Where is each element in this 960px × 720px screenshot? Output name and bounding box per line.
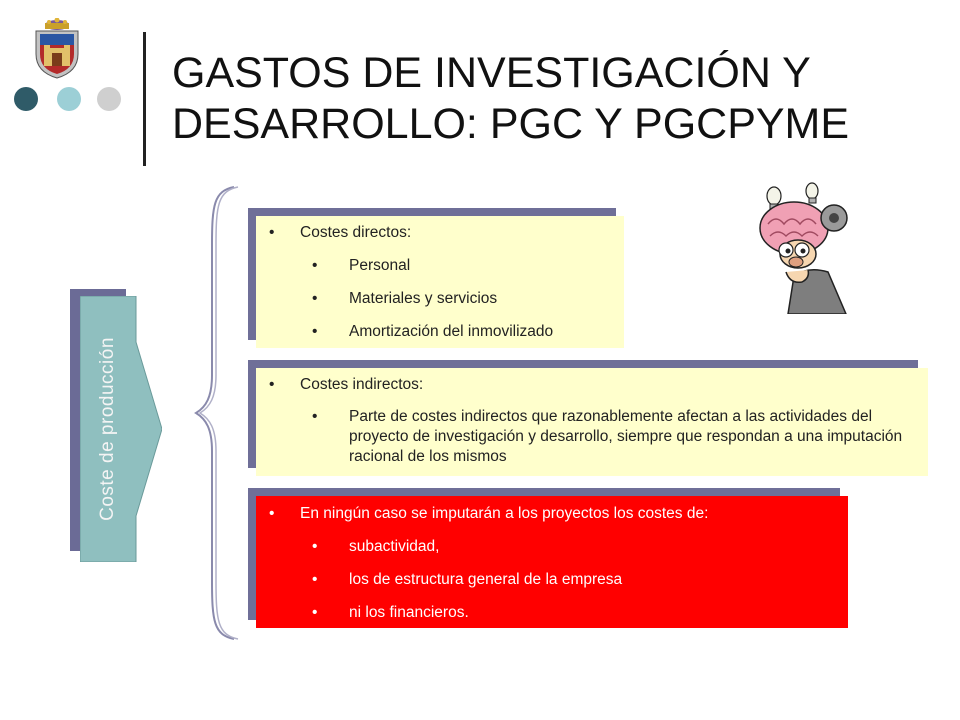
direct-cost-item: • Amortización del inmovilizado bbox=[256, 322, 624, 342]
excluded-costs-box bbox=[256, 496, 848, 628]
direct-costs-heading: • Costes directos: bbox=[256, 223, 624, 243]
decorative-dot-dark bbox=[14, 87, 38, 111]
indirect-cost-item: • Parte de costes indirectos que razonablemente afectan a las actividades del proyecto de investigación y desarrollo, siempre que respondan a una imputación racional de los mismos bbox=[256, 407, 928, 467]
excluded-costs-heading: • En ningún caso se imputarán a los proyectos los costes de: bbox=[256, 504, 848, 524]
production-cost-label bbox=[80, 296, 162, 562]
indirect-costs-heading: • Costes indirectos: bbox=[256, 375, 928, 395]
excluded-cost-item: • subactividad, bbox=[256, 537, 848, 557]
production-cost-text: Coste de producción bbox=[97, 337, 118, 521]
indirect-costs-box bbox=[256, 368, 928, 476]
page-title bbox=[172, 48, 952, 150]
title-line-1: GASTOS DE INVESTIGACIÓN Y bbox=[172, 49, 811, 97]
thinking-scientist-icon bbox=[748, 180, 866, 314]
direct-costs-box bbox=[256, 216, 624, 348]
direct-cost-item: • Materiales y servicios bbox=[256, 289, 624, 309]
title-divider bbox=[143, 32, 146, 166]
decorative-dot-gray bbox=[97, 87, 121, 111]
decorative-dot-light bbox=[57, 87, 81, 111]
title-line-2: DESARROLLO: PGC Y PGCPYME bbox=[172, 100, 850, 148]
direct-cost-item: • Personal bbox=[256, 256, 624, 276]
brace-icon bbox=[192, 185, 242, 641]
excluded-cost-item: • los de estructura general de la empresa bbox=[256, 570, 848, 590]
crest-icon bbox=[30, 18, 84, 80]
excluded-cost-item: • ni los financieros. bbox=[256, 603, 848, 623]
